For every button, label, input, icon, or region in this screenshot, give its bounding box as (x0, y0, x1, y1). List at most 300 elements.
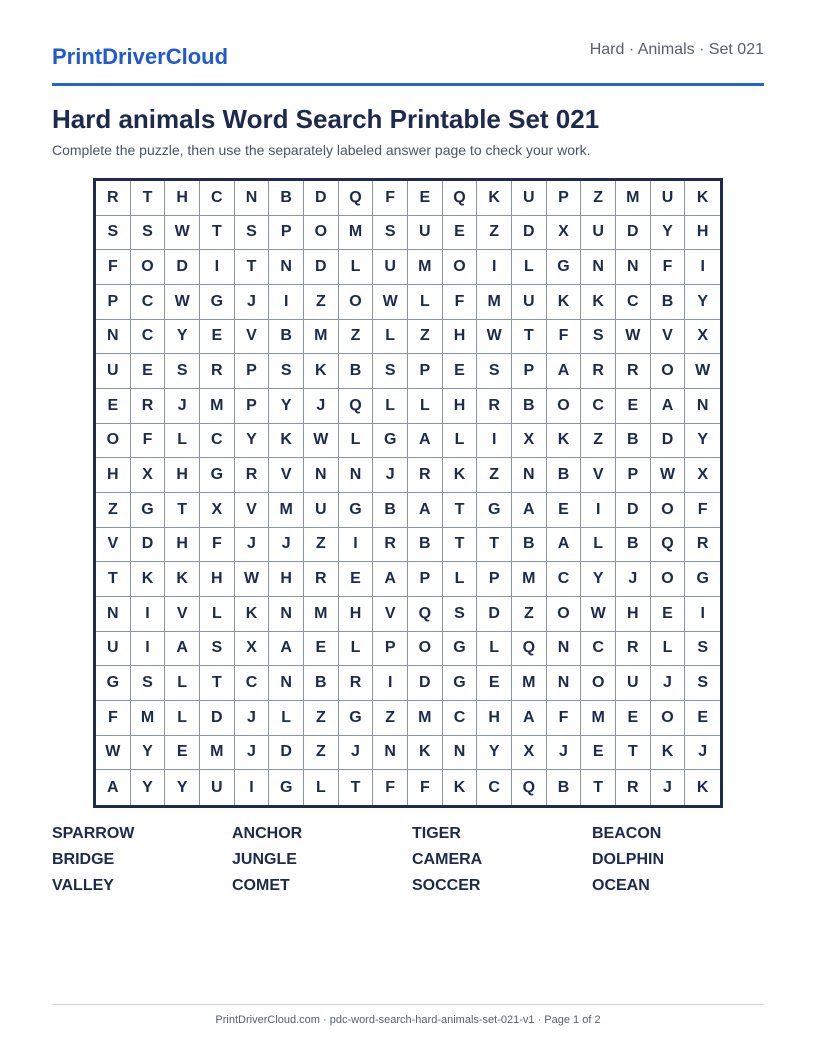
word-list-item: TIGER (412, 825, 461, 842)
grid-cell: Q (651, 528, 686, 563)
grid-cell: L (512, 250, 547, 285)
grid-cell: K (477, 181, 512, 216)
grid-cell: G (443, 666, 478, 701)
grid-cell: F (443, 285, 478, 320)
grid-cell: H (269, 562, 304, 597)
grid-cell: T (131, 181, 166, 216)
grid-cell: J (616, 562, 651, 597)
grid-cell: F (651, 250, 686, 285)
grid-cell: X (512, 736, 547, 771)
grid-cell: L (165, 701, 200, 736)
grid-cell: Y (165, 320, 200, 355)
grid-cell: M (131, 701, 166, 736)
grid-cell: L (408, 285, 443, 320)
grid-cell: P (477, 562, 512, 597)
grid-cell: B (269, 181, 304, 216)
footer-divider (52, 1004, 764, 1005)
grid-cell: I (685, 250, 720, 285)
word-list-item: BRIDGE (52, 851, 115, 868)
grid-cell: O (651, 562, 686, 597)
grid-cell: X (200, 493, 235, 528)
grid-cell: H (443, 320, 478, 355)
grid-cell: H (616, 597, 651, 632)
grid-cell: A (651, 389, 686, 424)
grid-cell: M (304, 320, 339, 355)
grid-cell: K (131, 562, 166, 597)
grid-cell: J (685, 736, 720, 771)
grid-cell: S (235, 216, 270, 251)
grid-cell: M (512, 666, 547, 701)
grid-cell: D (616, 493, 651, 528)
grid-cell: M (304, 597, 339, 632)
grid-cell: M (616, 181, 651, 216)
grid-cell: N (269, 597, 304, 632)
grid-cell: H (165, 528, 200, 563)
grid-cell: W (165, 216, 200, 251)
grid-cell: P (616, 458, 651, 493)
grid-cell: B (651, 285, 686, 320)
grid-cell: T (200, 666, 235, 701)
grid-cell: W (373, 285, 408, 320)
grid-cell: B (547, 458, 582, 493)
grid-cell: E (165, 736, 200, 771)
word-list-item: CAMERA (412, 851, 483, 868)
grid-cell: B (512, 528, 547, 563)
grid-cell: Y (235, 424, 270, 459)
grid-cell: N (269, 250, 304, 285)
grid-cell: L (443, 424, 478, 459)
grid-cell: G (339, 701, 374, 736)
grid-cell: Z (373, 701, 408, 736)
grid-cell: M (408, 701, 443, 736)
grid-cell: V (96, 528, 131, 563)
grid-cell: E (339, 562, 374, 597)
grid-cell: S (96, 216, 131, 251)
grid-cell: B (339, 354, 374, 389)
grid-cell: E (685, 701, 720, 736)
grid-cell: W (165, 285, 200, 320)
grid-cell: K (269, 424, 304, 459)
grid-cell: J (651, 770, 686, 805)
grid-cell: N (685, 389, 720, 424)
grid-cell: M (200, 389, 235, 424)
grid-cell: I (373, 666, 408, 701)
grid-cell: D (269, 736, 304, 771)
grid-cell: S (373, 354, 408, 389)
grid-cell: L (477, 632, 512, 667)
grid-cell: T (165, 493, 200, 528)
grid-cell: L (339, 250, 374, 285)
grid-cell: W (685, 354, 720, 389)
grid-cell: E (408, 181, 443, 216)
grid-cell: C (131, 320, 166, 355)
grid-cell: G (200, 285, 235, 320)
grid-cell: U (200, 770, 235, 805)
grid-cell: L (443, 562, 478, 597)
grid-cell: B (408, 528, 443, 563)
word-list-item: BEACON (592, 825, 662, 842)
grid-cell: J (651, 666, 686, 701)
grid-cell: M (269, 493, 304, 528)
grid-cell: T (339, 770, 374, 805)
grid-cell: D (304, 250, 339, 285)
grid-cell: P (408, 562, 443, 597)
grid-cell: Z (339, 320, 374, 355)
grid-cell: U (616, 666, 651, 701)
grid-cell: E (200, 320, 235, 355)
grid-cell: S (131, 666, 166, 701)
breadcrumb: Hard · Animals · Set 021 (589, 41, 764, 58)
grid-cell: X (131, 458, 166, 493)
grid-cell: C (581, 632, 616, 667)
grid-cell: D (165, 250, 200, 285)
grid-cell: O (651, 493, 686, 528)
word-list-item: COMET (232, 877, 290, 894)
grid-cell: N (269, 666, 304, 701)
grid-cell: Y (269, 389, 304, 424)
grid-cell: K (581, 285, 616, 320)
grid-cell: K (165, 562, 200, 597)
grid-cell: H (96, 458, 131, 493)
grid-cell: G (200, 458, 235, 493)
grid-cell: W (304, 424, 339, 459)
grid-cell: C (616, 285, 651, 320)
grid-cell: P (96, 285, 131, 320)
grid-cell: Z (96, 493, 131, 528)
grid-cell: R (235, 458, 270, 493)
grid-cell: D (477, 597, 512, 632)
grid-cell: L (651, 632, 686, 667)
grid-cell: T (443, 528, 478, 563)
grid-cell: W (235, 562, 270, 597)
grid-cell: U (96, 632, 131, 667)
grid-cell: A (373, 562, 408, 597)
grid-cell: Q (339, 181, 374, 216)
grid-cell: U (96, 354, 131, 389)
grid-cell: Q (512, 632, 547, 667)
grid-cell: I (581, 493, 616, 528)
grid-cell: G (477, 493, 512, 528)
grid-cell: P (235, 389, 270, 424)
word-list-item: ANCHOR (232, 825, 303, 842)
grid-cell: P (408, 354, 443, 389)
word-list-item: JUNGLE (232, 851, 297, 868)
grid-cell: U (581, 216, 616, 251)
page-header (52, 40, 764, 86)
grid-cell: F (685, 493, 720, 528)
grid-cell: J (373, 458, 408, 493)
grid-cell: H (165, 181, 200, 216)
grid-cell: J (235, 528, 270, 563)
grid-cell: G (269, 770, 304, 805)
grid-cell: U (651, 181, 686, 216)
grid-cell: K (235, 597, 270, 632)
grid-cell: C (443, 701, 478, 736)
grid-cell: M (512, 562, 547, 597)
grid-cell: J (269, 528, 304, 563)
grid-cell: W (477, 320, 512, 355)
grid-cell: T (581, 770, 616, 805)
grid-cell: I (131, 632, 166, 667)
grid-cell: H (477, 701, 512, 736)
grid-cell: J (235, 736, 270, 771)
grid-cell: N (96, 597, 131, 632)
grid-cell: S (685, 632, 720, 667)
grid-cell: D (651, 424, 686, 459)
grid-cell: V (165, 597, 200, 632)
grid-cell: O (96, 424, 131, 459)
grid-cell: E (547, 493, 582, 528)
grid-cell: T (512, 320, 547, 355)
grid-cell: Y (651, 216, 686, 251)
grid-cell: F (547, 701, 582, 736)
grid-cell: H (339, 597, 374, 632)
grid-cell: D (512, 216, 547, 251)
grid-cell: B (373, 493, 408, 528)
grid-cell: C (235, 666, 270, 701)
grid-cell: E (616, 389, 651, 424)
grid-cell: E (443, 354, 478, 389)
grid-cell: Q (408, 597, 443, 632)
grid-cell: F (96, 701, 131, 736)
grid-cell: Y (131, 736, 166, 771)
grid-cell: O (408, 632, 443, 667)
grid-cell: I (477, 424, 512, 459)
grid-cell: U (373, 250, 408, 285)
grid-cell: A (512, 701, 547, 736)
grid-cell: L (339, 632, 374, 667)
word-list-item: SPARROW (52, 825, 135, 842)
grid-cell: R (685, 528, 720, 563)
grid-cell: G (131, 493, 166, 528)
grid-cell: S (685, 666, 720, 701)
grid-cell: Q (443, 181, 478, 216)
grid-cell: M (581, 701, 616, 736)
grid-cell: E (304, 632, 339, 667)
grid-cell: V (269, 458, 304, 493)
grid-cell: E (131, 354, 166, 389)
grid-cell: C (131, 285, 166, 320)
grid-cell: U (512, 285, 547, 320)
grid-cell: N (373, 736, 408, 771)
grid-cell: E (477, 666, 512, 701)
grid-cell: Z (581, 424, 616, 459)
grid-cell: U (408, 216, 443, 251)
grid-cell: Y (477, 736, 512, 771)
grid-cell: F (373, 181, 408, 216)
grid-cell: R (131, 389, 166, 424)
grid-cell: M (477, 285, 512, 320)
grid-cell: X (685, 320, 720, 355)
grid-cell: O (339, 285, 374, 320)
grid-cell: N (616, 250, 651, 285)
grid-cell: G (339, 493, 374, 528)
grid-cell: L (408, 389, 443, 424)
grid-cell: I (200, 250, 235, 285)
grid-cell: K (408, 736, 443, 771)
grid-cell: G (685, 562, 720, 597)
grid-cell: D (616, 216, 651, 251)
page-subtitle: Complete the puzzle, then use the separately labeled answer page to check your work. (52, 142, 591, 158)
grid-cell: D (131, 528, 166, 563)
grid-cell: R (304, 562, 339, 597)
grid-cell: J (339, 736, 374, 771)
grid-cell: E (443, 216, 478, 251)
grid-cell: C (200, 424, 235, 459)
grid-cell: S (477, 354, 512, 389)
grid-cell: S (269, 354, 304, 389)
grid-cell: W (581, 597, 616, 632)
grid-cell: A (512, 493, 547, 528)
grid-cell: V (651, 320, 686, 355)
grid-cell: J (235, 701, 270, 736)
grid-cell: N (547, 666, 582, 701)
grid-cell: R (616, 354, 651, 389)
grid-cell: N (235, 181, 270, 216)
grid-cell: B (512, 389, 547, 424)
grid-cell: A (165, 632, 200, 667)
grid-cell: O (547, 597, 582, 632)
grid-cell: P (547, 181, 582, 216)
grid-cell: F (96, 250, 131, 285)
grid-cell: B (304, 666, 339, 701)
grid-cell: N (304, 458, 339, 493)
grid-cell: N (547, 632, 582, 667)
grid-cell: F (547, 320, 582, 355)
grid-cell: Q (512, 770, 547, 805)
grid-cell: O (304, 216, 339, 251)
grid-cell: A (269, 632, 304, 667)
page-title: Hard animals Word Search Printable Set 021 (52, 104, 600, 134)
word-list (52, 825, 772, 895)
grid-cell: A (547, 354, 582, 389)
grid-cell: T (477, 528, 512, 563)
grid-cell: T (443, 493, 478, 528)
grid-cell: S (165, 354, 200, 389)
grid-cell: K (443, 458, 478, 493)
grid-cell: T (235, 250, 270, 285)
grid-cell: K (696, 778, 709, 796)
grid-cell: F (131, 424, 166, 459)
grid-cell: J (547, 736, 582, 771)
grid-cell: G (373, 424, 408, 459)
grid-cell: Z (304, 736, 339, 771)
grid-cell: N (443, 736, 478, 771)
grid-cell: Y (131, 770, 166, 805)
grid-cell: P (269, 216, 304, 251)
grid-cell: Z (304, 285, 339, 320)
word-list-item: OCEAN (592, 877, 650, 894)
grid-cell: F (200, 528, 235, 563)
grid-cell: N (339, 458, 374, 493)
grid-cell: W (651, 458, 686, 493)
grid-cell: U (512, 181, 547, 216)
grid-cell: O (131, 250, 166, 285)
grid-cell: I (235, 770, 270, 805)
grid-cell: R (339, 666, 374, 701)
grid-cell: X (235, 632, 270, 667)
grid-cell: I (339, 528, 374, 563)
grid-cell: R (408, 458, 443, 493)
grid-cell: L (269, 701, 304, 736)
grid-cell: V (373, 597, 408, 632)
grid-cell: B (547, 770, 582, 805)
grid-cell: O (651, 354, 686, 389)
grid-cell: K (304, 354, 339, 389)
grid-cell: I (131, 597, 166, 632)
grid-cell: Z (581, 181, 616, 216)
grid-cell: Y (165, 770, 200, 805)
grid-cell: L (373, 389, 408, 424)
grid-cell: G (443, 632, 478, 667)
grid-cell: L (165, 666, 200, 701)
grid-cell: X (685, 458, 720, 493)
grid-cell: L (165, 424, 200, 459)
grid-cell: L (581, 528, 616, 563)
brand-logo[interactable]: PrintDriverCloud (52, 44, 229, 69)
grid-cell: M (200, 736, 235, 771)
word-list-item: SOCCER (412, 877, 481, 894)
grid-cell: D (408, 666, 443, 701)
grid-cell: A (408, 493, 443, 528)
grid-cell: S (200, 632, 235, 667)
grid-cell: K (547, 285, 582, 320)
grid-cell: R (96, 181, 131, 216)
grid-cell: J (165, 389, 200, 424)
grid-cell: P (235, 354, 270, 389)
grid-cell: G (547, 250, 582, 285)
grid-cell: H (200, 562, 235, 597)
grid-cell: N (96, 320, 131, 355)
grid-cell: Z (408, 320, 443, 355)
grid-cell: C (477, 770, 512, 805)
grid-cell: R (616, 632, 651, 667)
grid-cell: E (651, 597, 686, 632)
grid-cell: F (373, 770, 408, 805)
grid-cell: L (200, 597, 235, 632)
grid-cell: C (581, 389, 616, 424)
grid-cell: X (512, 424, 547, 459)
grid-cell: W (616, 320, 651, 355)
grid-cell: E (96, 389, 131, 424)
grid-cell: H (685, 216, 720, 251)
grid-cell: K (685, 181, 720, 216)
grid-cell: V (581, 458, 616, 493)
grid-cell: S (131, 216, 166, 251)
grid-cell: B (269, 320, 304, 355)
grid-cell: L (304, 770, 339, 805)
grid-cell: U (304, 493, 339, 528)
grid-cell: E (616, 701, 651, 736)
grid-cell: C (547, 562, 582, 597)
grid-cell: T (96, 562, 131, 597)
grid-cell: S (443, 597, 478, 632)
grid-cell: A (408, 424, 443, 459)
grid-cell: J (304, 389, 339, 424)
grid-cell: H (443, 389, 478, 424)
word-list-item: VALLEY (52, 877, 114, 894)
grid-cell: H (165, 458, 200, 493)
grid-cell: K (443, 770, 478, 805)
grid-cell: N (512, 458, 547, 493)
grid-cell: O (651, 701, 686, 736)
grid-cell: Z (512, 597, 547, 632)
grid-cell: P (373, 632, 408, 667)
grid-cell: A (547, 528, 582, 563)
grid-cell: R (200, 354, 235, 389)
grid-cell: K (651, 736, 686, 771)
grid-cell: L (373, 320, 408, 355)
